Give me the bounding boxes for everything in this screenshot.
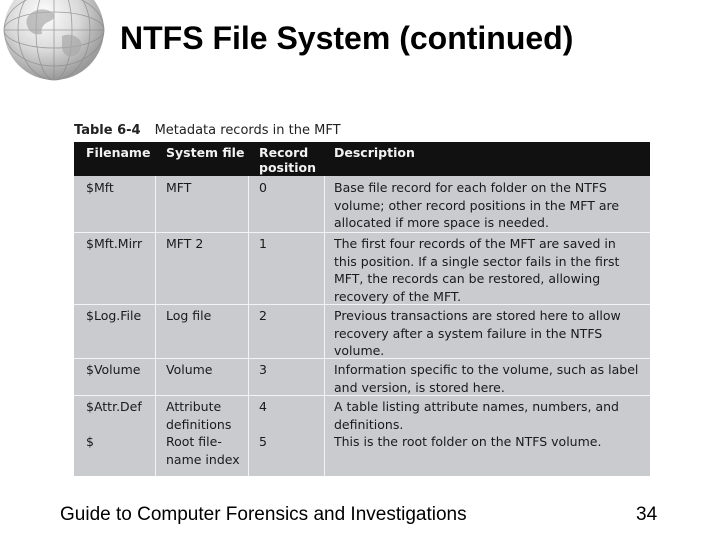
cell-system-file: MFT 2 <box>166 236 204 251</box>
table-body <box>74 176 650 476</box>
cell-filename: $Mft.Mirr <box>86 236 143 251</box>
cell-description <box>334 235 619 305</box>
header-system-file: System file <box>166 145 245 160</box>
cell-description <box>334 361 638 396</box>
cell-filename <box>86 398 142 451</box>
header-filename: Filename <box>86 145 151 160</box>
cell-record: 0 <box>259 180 267 195</box>
table-caption <box>74 120 650 144</box>
column-divider <box>155 176 156 476</box>
record-line: 5 <box>259 434 267 449</box>
description-line: this position. If a single sector fails in the first <box>334 253 620 269</box>
table-caption-number: Table 6-4 <box>74 123 141 138</box>
filename-line: $Attr.Def <box>86 399 142 414</box>
cell-record <box>259 398 267 451</box>
description-line: definitions. <box>334 416 404 432</box>
header-record-line: Record <box>259 145 309 160</box>
footer-text: Guide to Computer Forensics and Investigations <box>60 504 467 525</box>
cell-description <box>334 307 621 360</box>
cell-system-file: Log file <box>166 308 212 323</box>
system-file-line: name index <box>166 451 240 467</box>
record-line: 4 <box>259 399 267 414</box>
cell-filename: $Mft <box>86 180 114 195</box>
description-line: volume. <box>334 343 385 358</box>
system-file-line: definitions <box>166 416 232 432</box>
cell-description <box>334 179 619 232</box>
cell-system-file: Volume <box>166 362 213 377</box>
cell-filename: $Volume <box>86 362 141 377</box>
cell-record: 3 <box>259 362 267 377</box>
description-line: MFT, the records can be restored, allowing <box>334 271 601 286</box>
page-number: 34 <box>636 504 658 525</box>
globe-icon <box>4 0 104 80</box>
header-position-line: position <box>259 160 317 175</box>
spacer <box>86 416 142 434</box>
description-line: recovery of the MFT. <box>334 288 462 304</box>
cell-record: 1 <box>259 236 267 251</box>
description-line: and version, is stored here. <box>334 379 505 395</box>
table-header-row <box>74 142 650 176</box>
description-line: Base file record for each folder on the NTFS <box>334 180 607 195</box>
row-divider <box>74 232 650 233</box>
record-line <box>259 416 267 434</box>
column-divider <box>248 176 249 476</box>
description-line: Information specific to the volume, such as label <box>334 362 639 377</box>
header-description: Description <box>334 145 415 160</box>
description-line: allocated if more space is needed. <box>334 215 549 230</box>
description-line: volume; other record positions in the MFT are <box>334 197 620 213</box>
system-file-line: Root file- <box>166 434 222 449</box>
mft-table <box>74 120 650 476</box>
header-record-position <box>259 145 316 175</box>
cell-filename: $Log.File <box>86 308 142 323</box>
table-caption-text: Metadata records in the MFT <box>154 123 341 138</box>
description-line: recovery after a system failure in the NTFS <box>334 325 603 341</box>
description-line: A table listing attribute names, numbers, and <box>334 399 619 414</box>
filename-line: $ <box>86 434 94 449</box>
description-line: The first four records of the MFT are saved in <box>334 236 616 251</box>
cell-record: 2 <box>259 308 267 323</box>
slide-title: NTFS File System (continued) <box>120 20 574 56</box>
cell-system-file <box>166 398 240 468</box>
cell-description <box>334 398 619 451</box>
cell-system-file: MFT <box>166 180 192 195</box>
description-line: Previous transactions are stored here to allow <box>334 308 621 323</box>
system-file-line: Attribute <box>166 399 222 414</box>
description-line: This is the root folder on the NTFS volume. <box>334 434 602 449</box>
column-divider <box>324 176 325 476</box>
